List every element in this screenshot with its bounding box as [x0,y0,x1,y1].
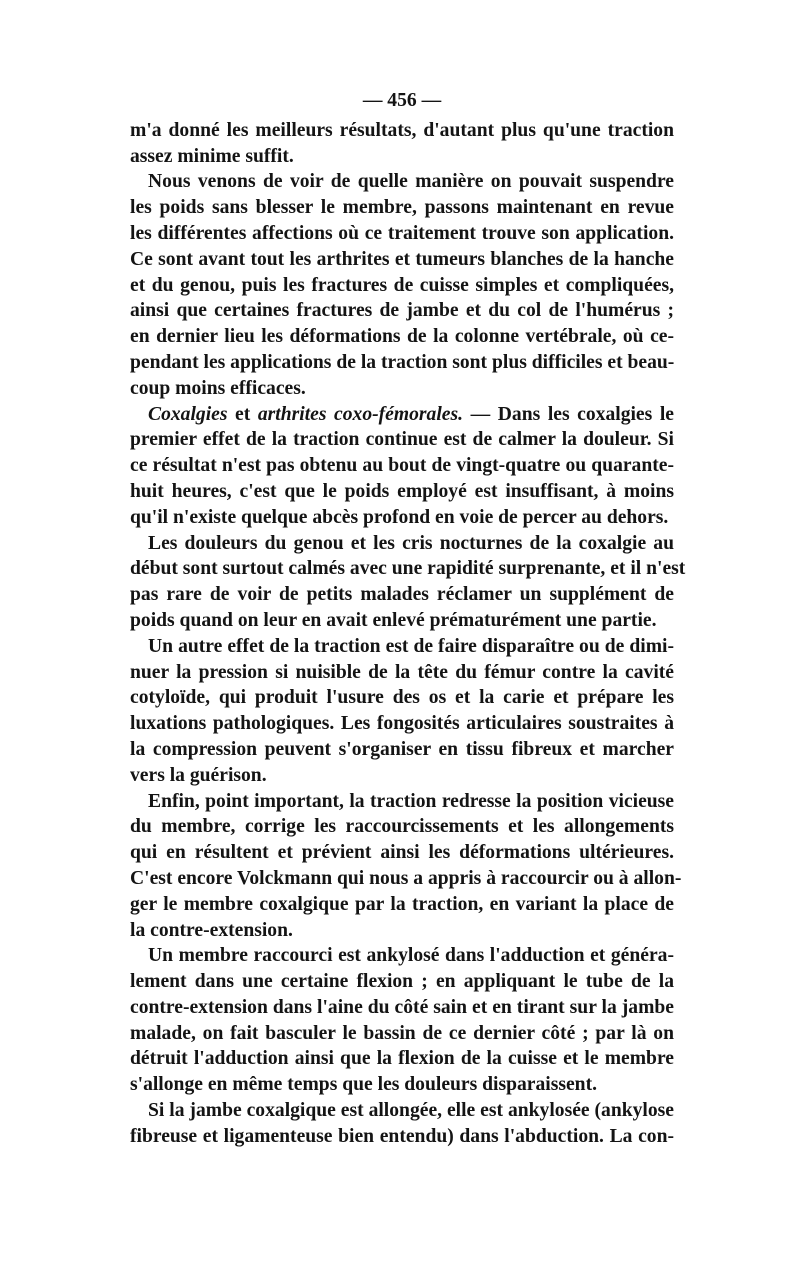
page-number: — 456 — [362,90,442,111]
text-line: pas rare de voir de petits malades réclamer un supplément de [130,584,674,606]
section-heading-connector: et [227,403,258,425]
text-line: poids quand on leur en avait enlevé prématurément une partie. [130,609,657,631]
text-line: début sont surtout calmés avec une rapidité surprenante, et il n'est [130,558,686,580]
text-line: Nous venons de voir de quelle manière on pouvait suspendre [148,171,674,193]
text-line: coup moins efficaces. [130,377,306,399]
text-line: en dernier lieu les déformations de la colonne vertébrale, où ce- [130,326,674,348]
text-line: qui en résultent et prévient ainsi les déformations ultérieures. [130,842,674,864]
paragraph-1 [130,118,674,170]
paragraph-5 [130,634,674,789]
text-line: ce résultat n'est pas obtenu au bout de vingt-quatre ou quarante- [130,455,674,477]
text-line: fibreuse et ligamenteuse bien entendu) dans l'abduction. La con- [130,1125,674,1147]
text-line: et du genou, puis les fractures de cuisse simples et compliquées, [130,274,674,296]
text-line: ainsi que certaines fractures de jambe et du col de l'humérus ; [130,300,674,322]
text-line: Enfin, point important, la traction redresse la position vicieuse [148,790,674,812]
page-text [130,88,686,1150]
text-line: les poids sans blesser le membre, passons maintenant en revue [130,197,674,219]
text-line: détruit l'adduction ainsi que la flexion de la cuisse et le membre [130,1048,674,1070]
text-line: premier effet de la traction continue est de calmer la douleur. Si [130,429,674,451]
paragraph-3 [130,402,674,531]
section-heading-italic: arthrites coxo-fémorales. [257,403,463,425]
text-line: qu'il n'existe quelque abcès profond en voie de percer au dehors. [130,506,669,528]
text-line: vers la guérison. [130,764,267,786]
text-line: du membre, corrige les raccourcissements et les allongements [130,816,674,838]
text-line: Ce sont avant tout les arthrites et tumeurs blanches de la hanche [130,248,674,270]
paragraph-4 [130,531,686,634]
text-line: cotyloïde, qui produit l'usure des os et la carie et prépare les [130,687,674,709]
section-heading-rest: — Dans les coxalgies le [463,403,674,425]
text-line: les différentes affections où ce traitement trouve son application. [130,222,674,244]
text-line: lement dans une certaine flexion ; en appliquant le tube de la [130,971,674,993]
text-line: pendant les applications de la traction sont plus difficiles et beau- [130,351,675,373]
section-heading-italic: Coxalgies [148,403,228,425]
paragraph-2 [130,169,674,401]
paragraph-7 [130,943,674,1098]
text-line: la compression peuvent s'organiser en tissu fibreux et marcher [130,738,674,760]
paragraph-8 [130,1098,674,1150]
text-line: malade, on fait basculer le bassin de ce dernier côté ; par là on [130,1022,674,1044]
text-line: assez minime suffit. [130,145,294,167]
paragraph-6 [130,789,682,944]
text-line: huit heures, c'est que le poids employé est insuffisant, à moins [130,480,674,502]
text-line: ger le membre coxalgique par la traction, en variant la place de [130,893,674,915]
text-line: Un autre effet de la traction est de faire disparaître ou de dimi- [148,635,674,657]
text-line: contre-extension dans l'aine du côté sain et en tirant sur la jambe [130,996,674,1018]
text-line: C'est encore Volckmann qui nous a appris à raccourcir ou à allon- [130,867,682,889]
text-line: Un membre raccourci est ankylosé dans l'adduction et généra- [148,945,674,967]
text-line: nuer la pression si nuisible de la tête du fémur contre la cavité [130,661,674,683]
text-line: luxations pathologiques. Les fongosités articulaires soustraites à [130,713,674,735]
text-line: la contre-extension. [130,919,293,941]
text-line: Les douleurs du genou et les cris nocturnes de la coxalgie au [148,532,674,554]
text-line: s'allonge en même temps que les douleurs disparaissent. [130,1074,597,1096]
text-line: m'a donné les meilleurs résultats, d'autant plus qu'une traction [130,119,674,141]
section-heading-line [130,402,674,428]
text-line: Si la jambe coxalgique est allongée, elle est ankylosée (ankylose [148,1100,674,1122]
